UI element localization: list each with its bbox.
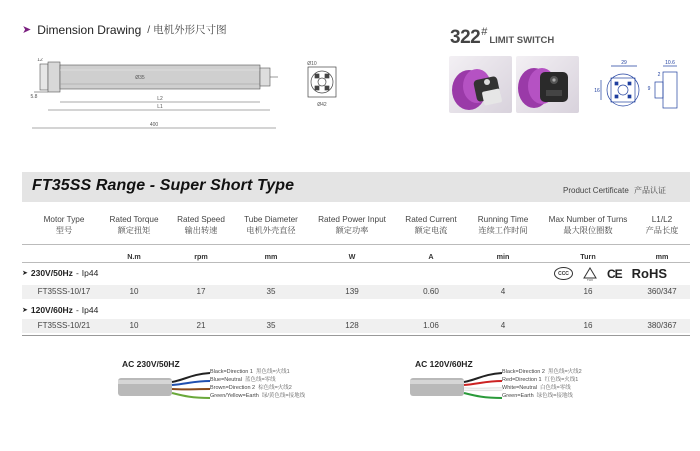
motor-dimension-drawing [28,58,278,148]
unit-time: min [496,252,510,261]
col-header-rated-power-input [312,214,392,236]
col-header-rated-torque [100,214,168,236]
cell-motor-type: FT35SS-10/21 [37,321,91,330]
col-header-en: Rated Torque [109,215,159,224]
col-header-tube-diameter [237,214,305,236]
wire-legend-label-cn: 白色线=零线 [540,385,571,391]
dim-l2: L2 [157,96,163,102]
wiring-cable-120v [410,368,506,406]
wire-legend-label-cn: 蓝色线=零线 [244,377,276,383]
group-label-120v [22,305,98,315]
table-bottom-border [22,335,690,336]
group-voltage: 230V/50Hz [30,268,73,278]
unit-torque: N.m [127,252,141,261]
section-title-cn [147,22,226,37]
arrow-bullet-icon: ➤ [22,24,32,36]
table-divider [22,244,690,245]
ls-dim-16: 16 [594,88,600,94]
rohs-icon: RoHS [631,266,668,281]
limit-switch-number: 322 [450,27,481,48]
col-header-cn: 输出转速 [184,226,218,235]
wire-legend-label: Red=Direction 1 [502,377,542,383]
unit-speed: rpm [194,252,208,261]
group-separator: - [75,305,79,315]
wire-legend-item [210,384,305,392]
cell-torque: 10 [129,287,139,296]
wire-legend-item [502,376,582,384]
col-header-en: Motor Type [43,215,85,224]
cell-speed: 21 [196,321,206,330]
cell-turns: 16 [583,321,593,330]
dim-l1: L1 [157,104,163,110]
certificate-label-cn: 产品认证 [634,186,667,195]
wire-legend-item [502,384,582,392]
cell-time: 4 [500,321,506,330]
col-header-cn: 产品长度 [645,226,679,235]
col-header-motor-type [30,214,98,236]
col-header-en: Rated Speed [177,215,225,224]
col-header-cn: 最大限位圈数 [563,226,613,235]
wire-legend-item [210,368,305,376]
col-header-en: Tube Diameter [244,215,298,224]
col-header-rated-current [397,214,465,236]
wiring-legend-230v [210,368,305,400]
wire-legend-label: Brown=Direction 2 [210,385,256,391]
wire-legend-item [210,392,305,400]
wire-line [172,393,210,398]
group-separator: - [75,268,79,278]
dim-top-left: 12 [37,58,43,63]
wire-legend-label-cn: 绿/黄色线=接地线 [261,393,306,399]
ls-dim-10-6: 10.6 [665,60,675,66]
cell-torque: 10 [129,321,139,330]
cell-length: 380/367 [647,321,677,330]
unit-turns: Turn [580,252,596,261]
col-header-cn: 电机外壳直径 [246,226,296,235]
wire-legend-label-cn: 黑色线=火线1 [255,369,290,375]
cell-length: 360/347 [647,287,677,296]
col-header-en: Running Time [477,215,529,224]
cell-current: 0.60 [423,287,439,296]
col-header-cn: 型号 [55,226,73,235]
range-title: FT35SS Range - Super Short Type [32,177,295,194]
arrow-bullet-icon: ➤ [22,307,28,314]
limit-switch-photo-1 [449,56,512,113]
certificate-label-en: Product Certificate [563,186,629,195]
unit-current: A [428,252,434,261]
wire-legend-label: Blue=Neutral [210,377,242,383]
section-title [22,22,227,37]
wire-legend-label: Green=Earth [502,393,534,399]
group-protection: Ip44 [81,305,99,315]
wire-legend-item [210,376,305,384]
ccc-icon: CCC [554,267,573,280]
wire-legend-item [502,368,582,376]
dim-end-top: Ø10 [307,61,317,67]
wiring-cable-230v [118,368,214,406]
dim-diameter: Ø35 [135,75,145,81]
wiring-title-120v: AC 120V/60HZ [415,359,473,369]
wire-legend-label-cn: 黑色线=火线2 [547,369,582,375]
section-title-en: Dimension Drawing [37,22,142,37]
section-separator: / [147,24,154,36]
limit-switch-hash: # [481,26,488,38]
col-header-en: Rated Power Input [318,215,386,224]
col-header-cn: 额定电流 [414,226,448,235]
cell-power: 128 [345,321,359,330]
group-voltage: 120V/60Hz [30,305,73,315]
col-header-cn: 连续工作时间 [478,226,528,235]
col-header-cn: 额定扭矩 [117,226,151,235]
cell-diameter: 35 [266,321,276,330]
ls-dim-29: 29 [621,60,627,66]
limit-switch-title [450,27,554,49]
arrow-bullet-icon: ➤ [22,270,28,277]
ce-icon: CE [607,266,622,281]
cell-speed: 17 [196,287,206,296]
section-title-cn-text: 电机外形尺寸图 [153,24,227,36]
col-header-running-time [469,214,537,236]
wire-legend-label-cn: 棕色线=火线2 [258,385,292,391]
wire-legend-label: White=Neutral [502,385,538,391]
col-header-l1-l2 [636,214,688,236]
limit-switch-label: LIMIT SWITCH [489,35,555,46]
wire-legend-item [502,392,582,400]
group-label-230v [22,268,98,278]
tuv-icon [583,267,597,281]
wire-legend-label: Black=Direction 1 [210,369,253,375]
col-header-rated-speed [167,214,235,236]
wire-legend-label-cn: 绿色线=接地线 [536,393,573,399]
limit-switch-photo-1-graphic [449,56,512,113]
wire-legend-label: Black=Direction 2 [502,369,545,375]
col-header-en: Rated Current [405,215,457,224]
col-header-en: L1/L2 [651,215,673,224]
wire-legend-label-cn: 红色线=火线1 [544,377,579,383]
ls-dim-9: 9 [647,86,651,92]
wire-line [464,393,502,398]
col-header-cn: 额定功率 [335,226,369,235]
motor-end-view [302,60,342,110]
dim-end-bottom: Ø42 [317,102,327,108]
cell-diameter: 35 [266,287,276,296]
dim-total: 400 [149,122,159,128]
wiring-legend-120v [502,368,582,400]
limit-switch-drawing [585,56,685,114]
limit-switch-photo-2-graphic [516,56,579,113]
cell-time: 4 [500,287,506,296]
group-protection: Ip44 [81,268,99,278]
certification-icons [554,266,667,281]
tuv-text: TUV [587,277,593,281]
dim-left: 5.8 [30,94,38,100]
cell-current: 1.06 [423,321,439,330]
ls-dim-2: 2 [657,72,661,78]
limit-switch-photo-2 [516,56,579,113]
cell-motor-type: FT35SS-10/17 [37,287,91,296]
col-header-en: Max Number of Turns [548,215,628,224]
unit-diameter: mm [264,252,278,261]
product-certificate-label [563,185,666,196]
wiring-title-230v: AC 230V/50HZ [122,359,180,369]
unit-length: mm [655,252,669,261]
col-header-max-turns [542,214,634,236]
cell-turns: 16 [583,287,593,296]
table-divider [22,262,690,263]
cell-power: 139 [345,287,359,296]
wire-legend-label: Green/Yellow=Earth [210,393,259,399]
unit-power: W [348,252,356,261]
